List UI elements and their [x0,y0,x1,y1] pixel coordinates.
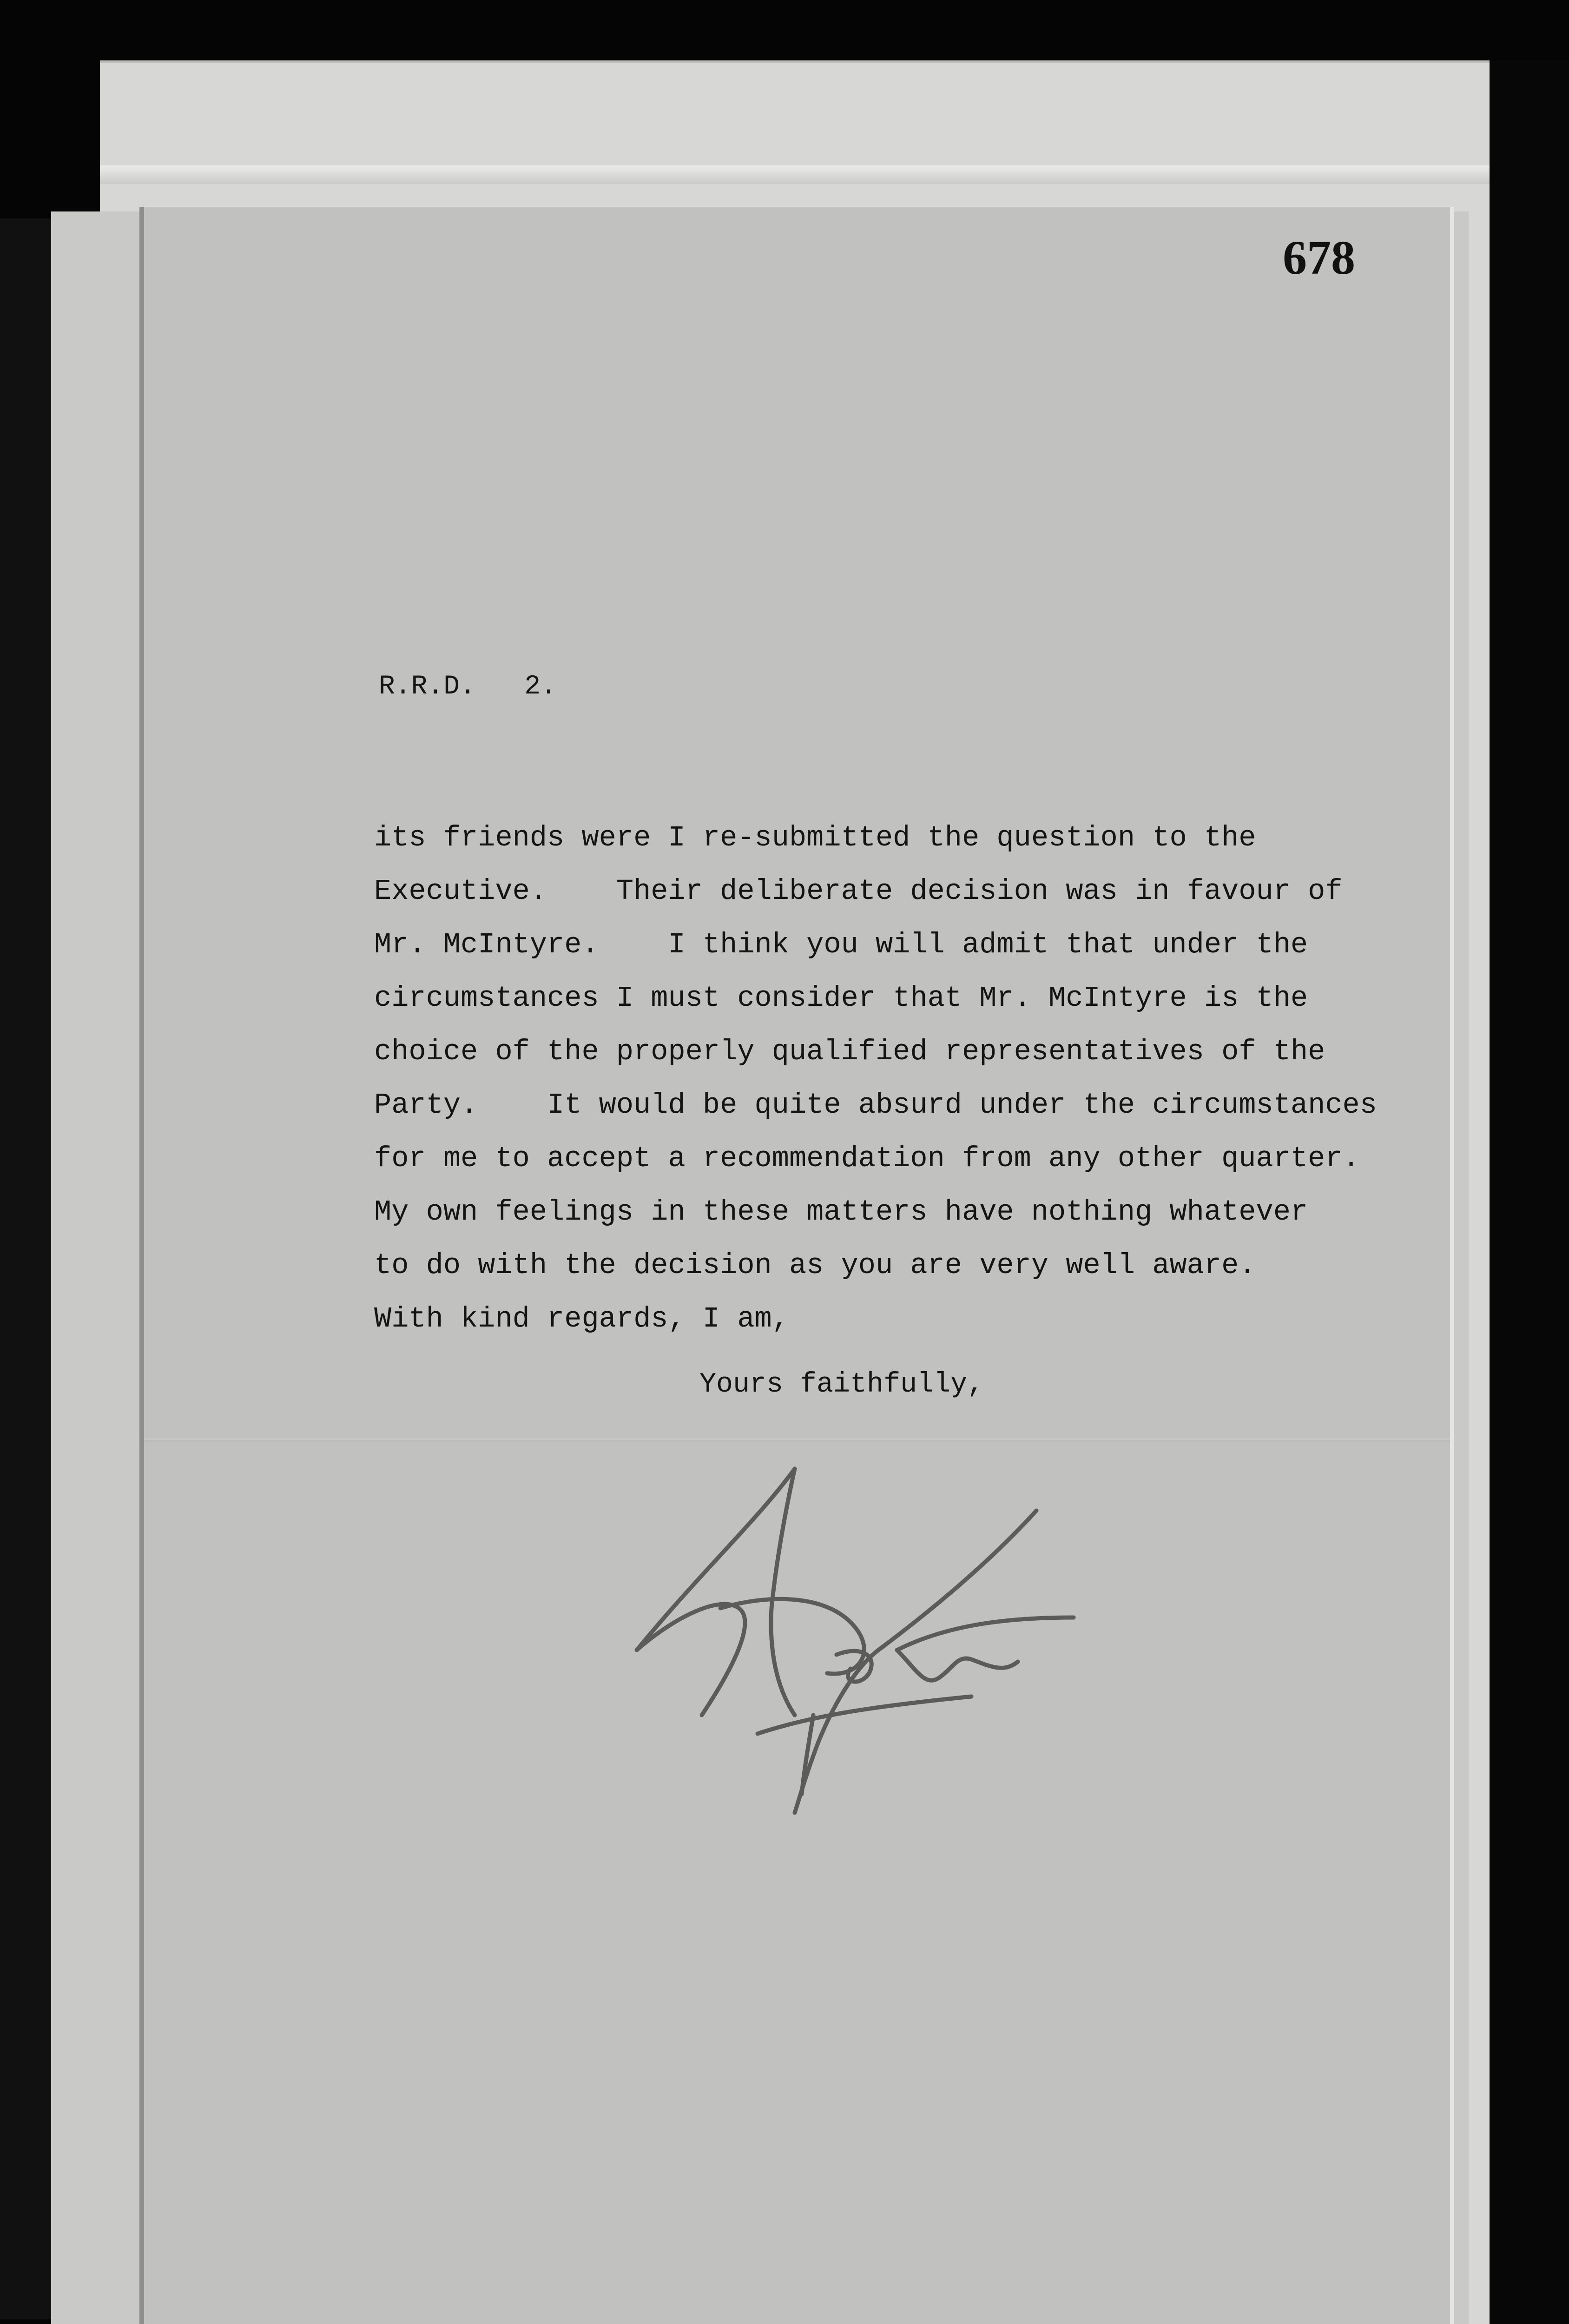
page-number: 678 [1283,231,1355,284]
body-line: My own feelings in these matters have nothing whatever [374,1195,1308,1228]
body-line: Executive. Their deliberate decision was in favour of [374,875,1343,908]
body-line: to do with the decision as you are very well aware. [374,1249,1256,1282]
body-line: Mr. McIntyre. I think you will admit that under the [374,928,1308,961]
letter-body [374,811,1377,1346]
body-line: With kind regards, I am, [374,1302,789,1335]
body-line: choice of the properly qualified representatives of the [374,1035,1325,1068]
body-line: Party. It would be quite absurd under the circumstances [374,1089,1377,1122]
closing: Yours faithfully, [699,1369,984,1400]
paper-fold [144,1439,1450,1441]
body-line: circumstances I must consider that Mr. McIntyre is the [374,982,1308,1015]
film-edge-right [1490,60,1569,2324]
letter-reference: R.R.D. 2. [379,672,557,702]
film-edge [0,218,56,2319]
body-line: its friends were I re-submitted the question to the [374,821,1256,854]
body-line: for me to accept a recommendation from any other quarter. [374,1142,1360,1175]
handwritten-signature [618,1455,1148,1817]
